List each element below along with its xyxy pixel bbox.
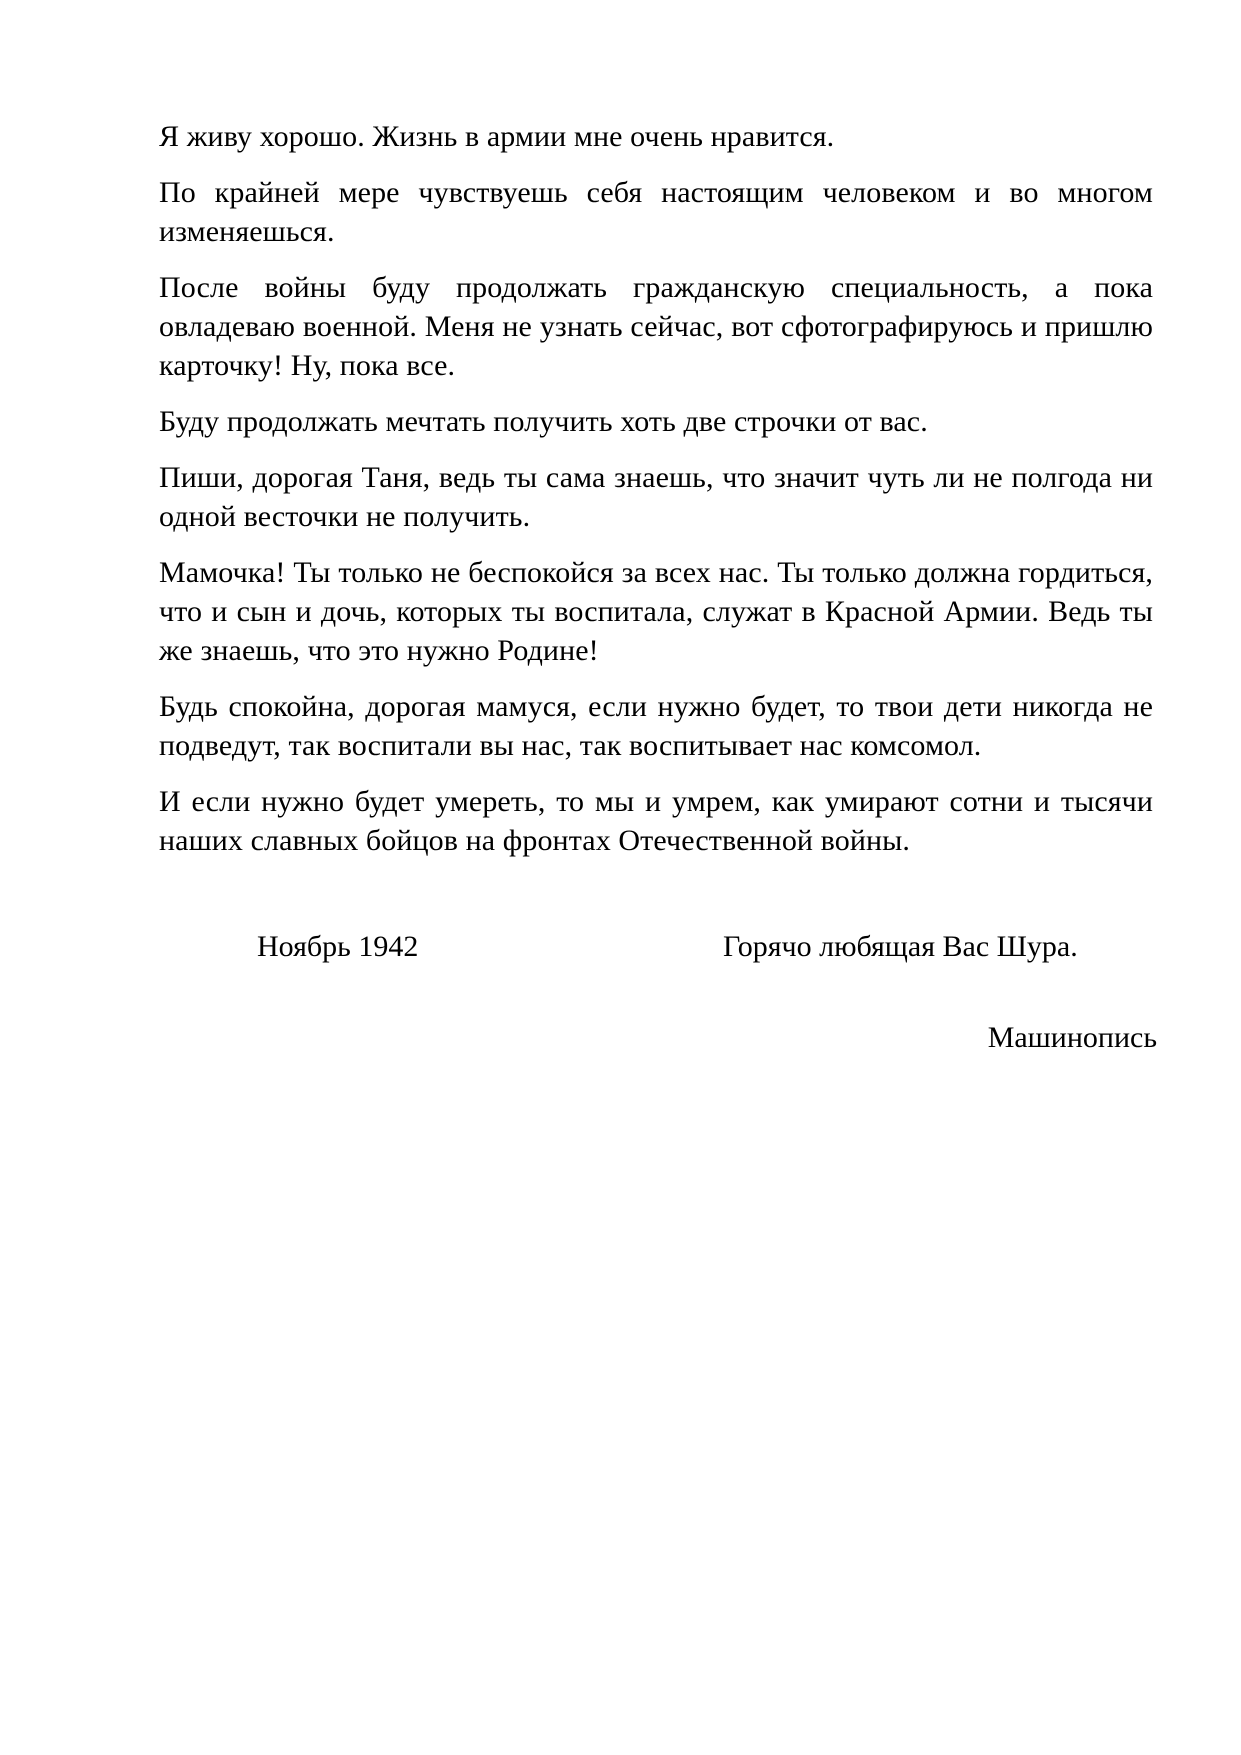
letter-paragraph-8: И если нужно будет умереть, то мы и умрем, как умирают сотни и тысячи наших славных бойцов на фронтах Отечественной войны. [159, 785, 1153, 857]
date-signature-row [0, 927, 1241, 966]
letter-paragraph-3: После войны буду продолжать гражданскую специальность, а пока овладеваю военной. Меня не узнать сейчас, вот сфотографируюсь и пришлю карточку! Ну, пока все. [159, 271, 1153, 382]
letter-paragraph-5: Пиши, дорогая Таня, ведь ты сама знаешь, что значит чуть ли не полгода ни одной весточки не получить. [159, 461, 1153, 533]
letter-paragraph-4: Буду продолжать мечтать получить хоть две строчки от вас. [159, 405, 928, 438]
letter-paragraph-6: Мамочка! Ты только не беспокойся за всех нас. Ты только должна гордиться, что и сын и дочь, которых ты воспитала, служат в Красной Армии. Ведь ты же знаешь, что это нужно Родине! [159, 556, 1153, 667]
letter-paragraph-7: Будь спокойна, дорогая мамуся, если нужно будет, то твои дети никогда не подведут, так воспитали вы нас, так воспитывает нас комсомол. [159, 690, 1153, 762]
letter-paragraph-2: По крайней мере чувствуешь себя настоящим человеком и во многом изменяешься. [159, 176, 1153, 248]
letter-date: Ноябрь 1942 [257, 930, 419, 963]
typescript-note: Машинопись [987, 1021, 1157, 1054]
letter-paragraph-1: Я живу хорошо. Жизнь в армии мне очень нравится. [159, 120, 835, 153]
letter-body [159, 117, 1153, 877]
letter-signature: Горячо любящая Вас Шура. [723, 930, 1078, 963]
